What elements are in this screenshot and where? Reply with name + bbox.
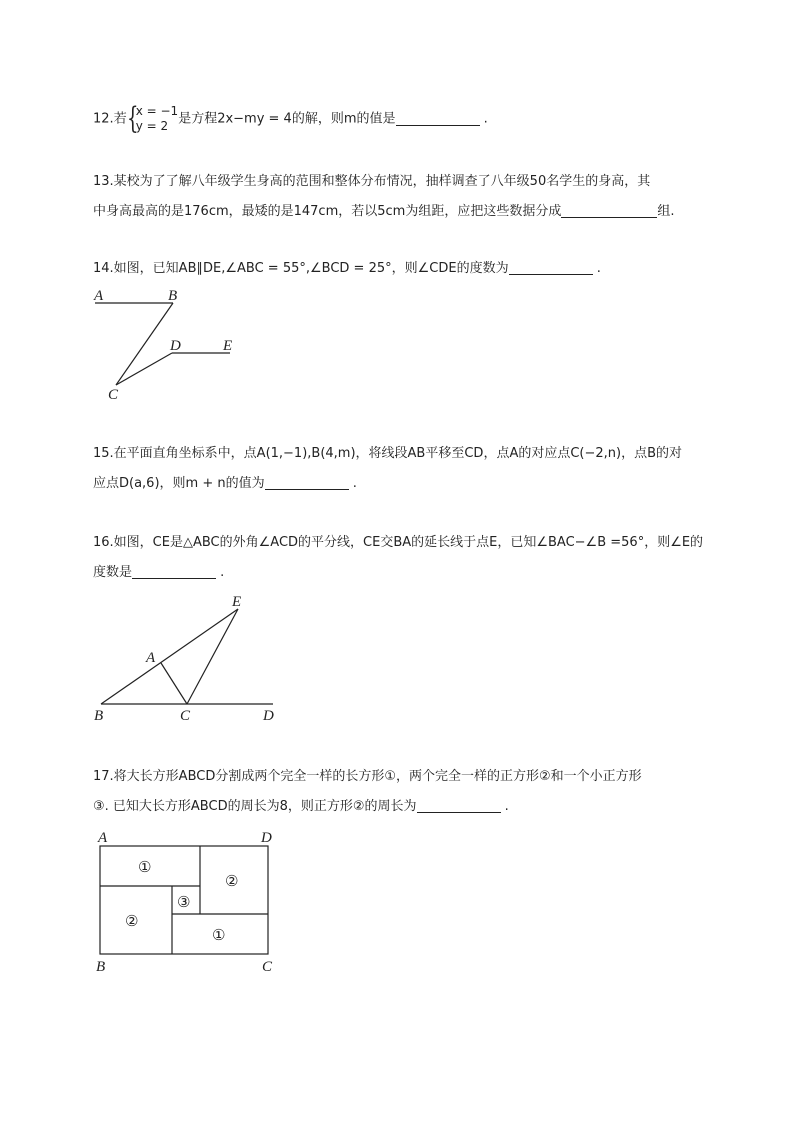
label-e: E [223,338,233,354]
label-a: A [146,650,156,666]
region-2-left: ② [125,912,139,930]
q14-end: . [596,261,601,276]
label-b: B [94,708,104,724]
region-2-right: ② [225,872,239,890]
figure-14 [90,286,250,406]
label-b: B [168,288,178,304]
answer-blank-13[interactable] [561,203,657,218]
q14-text: 14.如图，已知AB∥DE,∠ABC = 55°,∠BCD = 25°，则∠CDE的度数为 [93,261,509,276]
label-c: C [180,708,191,724]
equation-system [126,101,179,136]
label-e: E [232,594,242,610]
region-3: ③ [177,893,191,911]
q16-line1: 16.如图，CE是△ABC的外角∠ACD的平分线，CE交BA的延长线于点E，已知∠BAC−∠B =56°，则∠E的 [93,535,704,550]
q15-line2 [93,474,713,494]
answer-blank-17[interactable] [417,798,501,813]
question-16 [93,533,713,583]
q15-line2-pre: 应点D(a,6)，则m + n的值为 [93,476,265,491]
brace-icon: { [126,101,139,136]
answer-blank-16[interactable] [132,564,216,579]
q13-line2-pre: 中身高最高的是176cm，最矮的是147cm，若以5cm为组距，应把这些数据分成 [93,204,562,219]
label-a: A [98,830,108,846]
label-c: C [108,387,119,403]
q15-line1: 15.在平面直角坐标系中，点A(1,−1),B(4,m)，将线段AB平移至CD，点A的对应点C(−2,n)，点B的对 [93,446,683,461]
q16-end: . [220,565,225,580]
segment-bc [116,303,173,385]
q17-end: . [504,799,509,814]
label-b: B [96,959,106,975]
q12-post: 是方程2x−my = 4的解，则m的值是 [178,111,396,127]
figure-16 [88,590,288,725]
q13-line2-post: 组. [657,204,675,219]
label-c: C [262,959,273,975]
region-1-bottom: ① [212,926,226,944]
q13-line1: 13.某校为了了解八年级学生身高的范围和整体分布情况，抽样调查了八年级50名学生的身高，其 [93,174,651,189]
q12-number: 12. [93,111,114,127]
q17-line2 [93,797,713,817]
answer-blank-12[interactable] [396,111,480,126]
answer-blank-14[interactable] [509,260,593,275]
figure-17 [88,826,288,976]
label-d: D [263,708,274,724]
q12-pre: 若 [113,111,127,127]
q12-eq1: x = −1 [135,104,179,118]
question-14 [93,259,713,279]
segment-ce [187,609,238,704]
segment-be [101,609,238,704]
question-13 [93,172,713,222]
label-a: A [94,288,104,304]
q12-end: . [483,111,488,127]
region-1-top: ① [138,858,152,876]
label-d: D [170,338,181,354]
segment-ac [161,663,187,704]
question-17 [93,767,713,817]
q13-line2 [93,202,713,222]
answer-blank-15[interactable] [265,475,349,490]
segment-cd [116,353,172,385]
question-12 [93,101,713,136]
q15-end: . [352,476,357,491]
label-d: D [261,830,272,846]
q12-eq2: y = 2 [135,119,169,133]
q16-line2-pre: 度数是 [93,565,133,580]
question-15 [93,444,713,494]
q16-line2 [93,563,713,583]
q17-line2-pre: ③. 已知大长方形ABCD的周长为8，则正方形②的周长为 [93,799,417,814]
q17-line1: 17.将大长方形ABCD分割成两个完全一样的长方形①，两个完全一样的正方形②和一个小正方形 [93,769,642,784]
